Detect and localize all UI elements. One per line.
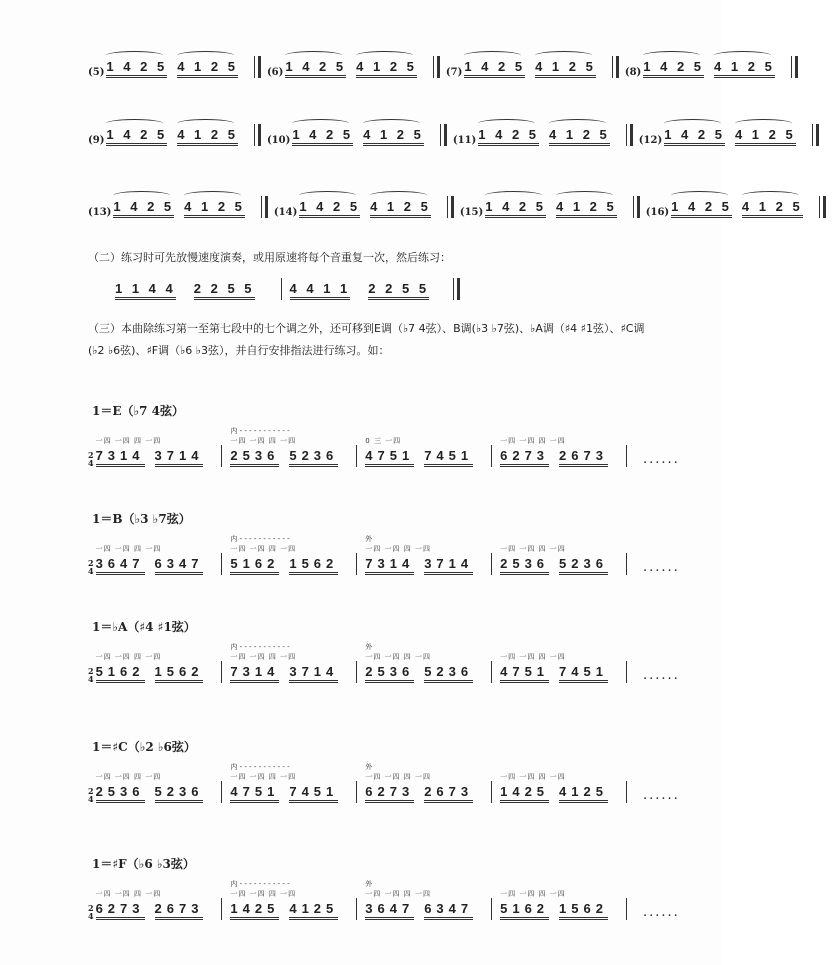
fingering: 一四 一四 四 一四 xyxy=(500,653,566,661)
note-group: 1562 xyxy=(559,901,608,920)
measure-notes xyxy=(365,784,483,803)
time-numerator: 2 xyxy=(88,450,94,460)
barline xyxy=(356,898,357,920)
ellipsis: ...... xyxy=(642,788,680,803)
measure xyxy=(96,534,214,575)
note-group: 3714 xyxy=(155,448,204,467)
position-mark xyxy=(500,534,618,544)
position-mark xyxy=(500,642,618,652)
measure-notes xyxy=(500,784,618,803)
time-numerator: 2 xyxy=(88,903,94,913)
note-group: 4 4 1 1 xyxy=(290,281,351,300)
time-signature xyxy=(88,451,94,467)
note-group: 7451 xyxy=(289,784,338,803)
note-group: 2673 xyxy=(155,901,204,920)
position-mark xyxy=(96,879,214,889)
measure-notes xyxy=(230,556,348,575)
section2-score xyxy=(115,278,466,300)
score-line xyxy=(88,534,680,575)
note-group: 2536 xyxy=(500,556,549,575)
exercise-row xyxy=(88,196,832,218)
exercise-label: (5) xyxy=(88,67,105,78)
barline xyxy=(453,278,460,300)
note-group: 4 1 2 5 xyxy=(742,199,803,218)
fingering: 一四 一四 四 一四 xyxy=(95,545,162,553)
time-denominator: 4 xyxy=(88,674,94,684)
note-group: 1425 xyxy=(230,901,279,920)
note-group: 3647 xyxy=(96,556,145,575)
exercise-label: (11) xyxy=(452,135,477,146)
note-group: 3714 xyxy=(289,664,338,683)
note-group: 4125 xyxy=(289,901,338,920)
barline xyxy=(626,553,627,575)
slur xyxy=(177,51,234,60)
measure-notes xyxy=(96,448,214,467)
slur xyxy=(485,191,542,200)
time-denominator: 4 xyxy=(88,794,94,804)
barline xyxy=(356,661,357,683)
barline xyxy=(626,445,627,467)
note-group: 6347 xyxy=(424,901,473,920)
slur xyxy=(643,51,700,60)
barline xyxy=(626,898,627,920)
note-group: 1 4 2 5 xyxy=(485,199,546,218)
note-group: 2 2 5 5 xyxy=(194,281,255,300)
note-group: 1 4 2 5 xyxy=(643,59,704,78)
measure xyxy=(500,642,618,683)
slur xyxy=(106,51,163,60)
note-group: 4 1 2 5 xyxy=(356,59,417,78)
slur xyxy=(671,191,728,200)
position-mark xyxy=(500,762,618,772)
fingering: 一四 一四 四 一四 xyxy=(230,773,297,781)
barline xyxy=(491,898,492,920)
exercise-label: (10) xyxy=(266,135,291,146)
barline xyxy=(491,445,492,467)
double-barline xyxy=(254,56,261,78)
slur xyxy=(464,51,521,60)
note-group: 7451 xyxy=(559,664,608,683)
fingering: 一四 一四 四 一四 xyxy=(230,653,297,661)
slur xyxy=(106,119,163,128)
note-group: 6273 xyxy=(365,784,414,803)
position-mark xyxy=(365,426,483,436)
note-group: 4 1 2 5 xyxy=(714,59,775,78)
note-group: 1 4 2 5 xyxy=(664,127,725,146)
score-line xyxy=(88,426,680,467)
barline xyxy=(491,661,492,683)
note-group: 4 1 2 5 xyxy=(177,127,238,146)
note-group: 2536 xyxy=(96,784,145,803)
note-group: 7451 xyxy=(424,448,473,467)
note-group: 7314 xyxy=(230,664,279,683)
slur xyxy=(356,51,413,60)
position-mark: 内 - - - - - - - - - - - xyxy=(230,427,290,435)
score-line xyxy=(88,642,680,683)
position-mark xyxy=(96,426,214,436)
barline xyxy=(221,898,222,920)
note-group: 4 1 2 5 xyxy=(556,199,617,218)
note-group: 1 4 2 5 xyxy=(113,199,174,218)
measure-notes xyxy=(500,664,618,683)
note-group: 1 4 2 5 xyxy=(478,127,539,146)
time-numerator: 2 xyxy=(88,558,94,568)
note-group: 4 1 2 5 xyxy=(535,59,596,78)
measure-notes xyxy=(96,784,214,803)
note-group: 4751 xyxy=(365,448,414,467)
measure-notes xyxy=(365,448,483,467)
measure xyxy=(500,879,618,920)
note-group: 1425 xyxy=(500,784,549,803)
exercise-label: (15) xyxy=(459,207,484,218)
note-group: 6273 xyxy=(96,901,145,920)
ellipsis: ...... xyxy=(642,905,680,920)
position-mark: 外 xyxy=(365,763,373,771)
slur xyxy=(184,191,241,200)
position-mark xyxy=(96,534,214,544)
fingering: 一四 一四 四 一四 xyxy=(365,653,431,661)
exercise-row xyxy=(88,56,804,78)
note-group: 3647 xyxy=(365,901,414,920)
measure-notes xyxy=(365,901,483,920)
time-signature xyxy=(88,787,94,803)
exercise-label: (16) xyxy=(645,207,670,218)
note-group: 5162 xyxy=(230,556,279,575)
note-group: 1 4 2 5 xyxy=(299,199,360,218)
note-group: 4751 xyxy=(500,664,549,683)
exercise-row xyxy=(88,124,825,146)
slur xyxy=(177,119,234,128)
score-line xyxy=(88,762,680,803)
note-group: 3714 xyxy=(424,556,473,575)
double-barline xyxy=(791,56,798,78)
note-group: 6273 xyxy=(500,448,549,467)
section2-text: （二）练习时可先放慢速度演奏，或用原速将每个音重复一次，然后练习： xyxy=(88,251,451,264)
measure xyxy=(230,762,348,803)
double-barline xyxy=(612,56,619,78)
note-group: 7314 xyxy=(365,556,414,575)
slur xyxy=(113,191,170,200)
note-group: 2673 xyxy=(424,784,473,803)
double-barline xyxy=(633,196,640,218)
fingering: 0 三 一四 xyxy=(365,437,402,445)
note-group: 4 1 2 5 xyxy=(177,59,238,78)
fingering: 一四 一四 四 一四 xyxy=(365,545,431,553)
barline xyxy=(221,553,222,575)
measure-notes xyxy=(365,556,483,575)
position-mark xyxy=(500,879,618,889)
double-barline xyxy=(261,196,268,218)
slur xyxy=(535,51,592,60)
note-group: 2 2 5 5 xyxy=(368,281,429,300)
measure-notes xyxy=(500,556,618,575)
position-mark: 内 - - - - - - - - - - - xyxy=(230,763,290,771)
slur xyxy=(299,191,356,200)
fingering: 一四 一四 四 一四 xyxy=(500,773,566,781)
key-title: 1＝B（♭3 ♭7弦） xyxy=(92,512,191,526)
exercise-label: (9) xyxy=(88,135,105,146)
measure xyxy=(365,642,483,683)
slur xyxy=(478,119,535,128)
measure xyxy=(96,426,214,467)
fingering: 一四 一四 四 一四 xyxy=(500,437,566,445)
barline xyxy=(356,445,357,467)
barline xyxy=(221,661,222,683)
ellipsis: ...... xyxy=(642,668,680,683)
note-group: 2536 xyxy=(230,448,279,467)
key-title: 1＝♯F（♭6 ♭3弦） xyxy=(92,857,195,871)
note-group: 4751 xyxy=(230,784,279,803)
note-group: 1 4 2 5 xyxy=(464,59,525,78)
measure-notes xyxy=(365,664,483,683)
double-barline xyxy=(812,124,819,146)
exercise-label: (6) xyxy=(266,67,284,78)
position-mark: 内 - - - - - - - - - - - xyxy=(230,643,290,651)
fingering: 一四 一四 四 一四 xyxy=(230,890,297,898)
ellipsis: ...... xyxy=(642,452,680,467)
fingering: 一四 一四 四 一四 xyxy=(365,890,431,898)
time-numerator: 2 xyxy=(88,786,94,796)
double-barline xyxy=(254,124,261,146)
time-signature xyxy=(88,667,94,683)
measure-notes xyxy=(96,901,214,920)
barline xyxy=(356,553,357,575)
note-group: 6347 xyxy=(155,556,204,575)
key-title: 1＝♯C（♭2 ♭6弦） xyxy=(92,740,196,754)
note-group: 2673 xyxy=(559,448,608,467)
note-group: 1562 xyxy=(155,664,204,683)
exercise-label: (13) xyxy=(88,207,112,218)
note-group: 1 1 4 4 xyxy=(115,281,176,300)
time-denominator: 4 xyxy=(88,566,94,576)
note-group: 2536 xyxy=(365,664,414,683)
measure xyxy=(96,879,214,920)
barline xyxy=(281,278,282,300)
note-group: 7314 xyxy=(96,448,145,467)
fingering: 一四 一四 四 一四 xyxy=(95,773,162,781)
note-group: 5236 xyxy=(155,784,204,803)
fingering: 一四 一四 四 一四 xyxy=(95,437,162,445)
position-mark: 内 - - - - - - - - - - - xyxy=(230,880,290,888)
measure xyxy=(500,426,618,467)
note-group: 5162 xyxy=(96,664,145,683)
measure xyxy=(230,642,348,683)
note-group: 4 1 2 5 xyxy=(370,199,431,218)
measure xyxy=(230,426,348,467)
measure-notes xyxy=(500,448,618,467)
exercise-label: (7) xyxy=(445,67,463,78)
note-group: 1 4 2 5 xyxy=(292,127,353,146)
measure xyxy=(365,426,483,467)
fingering: 一四 一四 四 一四 xyxy=(95,653,162,661)
note-group: 4 1 2 5 xyxy=(363,127,424,146)
note-group: 1 4 2 5 xyxy=(671,199,732,218)
time-signature xyxy=(88,904,94,920)
measure xyxy=(230,879,348,920)
note-group: 4 1 2 5 xyxy=(549,127,610,146)
key-title: 1＝E（♭7 4弦） xyxy=(92,404,185,418)
key-title: 1＝♭A（♯4 ♯1弦） xyxy=(92,620,196,634)
measure xyxy=(365,879,483,920)
slur xyxy=(664,119,721,128)
note-group: 1 4 2 5 xyxy=(106,127,167,146)
fingering: 一四 一四 四 一四 xyxy=(95,890,162,898)
measure-notes xyxy=(230,901,348,920)
barline xyxy=(626,661,627,683)
note-group: 1 4 2 5 xyxy=(285,59,346,78)
measure xyxy=(500,762,618,803)
exercise-label: (14) xyxy=(273,207,298,218)
note-group: 1 4 2 5 xyxy=(106,59,167,78)
note-group: 4125 xyxy=(559,784,608,803)
exercise-label: (8) xyxy=(624,67,642,78)
slur xyxy=(556,191,613,200)
double-barline xyxy=(819,196,826,218)
measure-notes xyxy=(96,664,214,683)
position-mark xyxy=(96,762,214,772)
score-line xyxy=(88,879,680,920)
measure-notes xyxy=(230,784,348,803)
barline xyxy=(221,781,222,803)
fingering: 一四 一四 四 一四 xyxy=(230,545,297,553)
slur xyxy=(714,51,771,60)
measure xyxy=(96,642,214,683)
measure xyxy=(230,534,348,575)
position-mark: 内 - - - - - - - - - - - xyxy=(230,535,290,543)
barline xyxy=(491,553,492,575)
time-numerator: 2 xyxy=(88,666,94,676)
position-mark xyxy=(96,642,214,652)
slur xyxy=(742,191,799,200)
barline xyxy=(221,445,222,467)
time-signature xyxy=(88,559,94,575)
measure-notes xyxy=(230,664,348,683)
slur xyxy=(285,51,342,60)
slur xyxy=(549,119,606,128)
barline xyxy=(491,781,492,803)
double-barline xyxy=(433,56,440,78)
note-group: 5236 xyxy=(559,556,608,575)
position-mark: 外 xyxy=(365,643,373,651)
slur xyxy=(292,119,349,128)
measure-notes xyxy=(96,556,214,575)
note-group: 5162 xyxy=(500,901,549,920)
measure-notes xyxy=(500,901,618,920)
slur xyxy=(370,191,427,200)
position-mark: 外 xyxy=(365,535,373,543)
fingering: 一四 一四 四 一四 xyxy=(500,545,566,553)
slur xyxy=(735,119,792,128)
slur xyxy=(363,119,420,128)
note-group: 1562 xyxy=(289,556,338,575)
measure xyxy=(365,762,483,803)
measure-notes xyxy=(230,448,348,467)
note-group: 5236 xyxy=(289,448,338,467)
exercise-label: (12) xyxy=(638,135,663,146)
position-mark: 外 xyxy=(365,880,373,888)
fingering: 一四 一四 四 一四 xyxy=(500,890,566,898)
barline xyxy=(626,781,627,803)
measure xyxy=(500,534,618,575)
time-denominator: 4 xyxy=(88,458,94,468)
section3-text: （三）本曲除练习第一至第七段中的七个调之外，还可移到E调（♭7 4弦）、B调(♭3 ♭7弦)、♭A调（♯4 ♯1弦）、♯C调(♭2 ♭6弦)、♯F调（♭6 ♭3弦），并自行安排指法进行练习。如： xyxy=(88,322,645,357)
ellipsis: ...... xyxy=(642,560,680,575)
note-group: 4 1 2 5 xyxy=(735,127,796,146)
note-group: 5236 xyxy=(424,664,473,683)
double-barline xyxy=(447,196,454,218)
time-denominator: 4 xyxy=(88,911,94,921)
measure xyxy=(96,762,214,803)
double-barline xyxy=(440,124,447,146)
fingering: 一四 一四 四 一四 xyxy=(365,773,431,781)
position-mark xyxy=(500,426,618,436)
barline xyxy=(356,781,357,803)
measure xyxy=(365,534,483,575)
fingering: 一四 一四 四 一四 xyxy=(230,437,297,445)
double-barline xyxy=(626,124,633,146)
note-group: 4 1 2 5 xyxy=(184,199,245,218)
